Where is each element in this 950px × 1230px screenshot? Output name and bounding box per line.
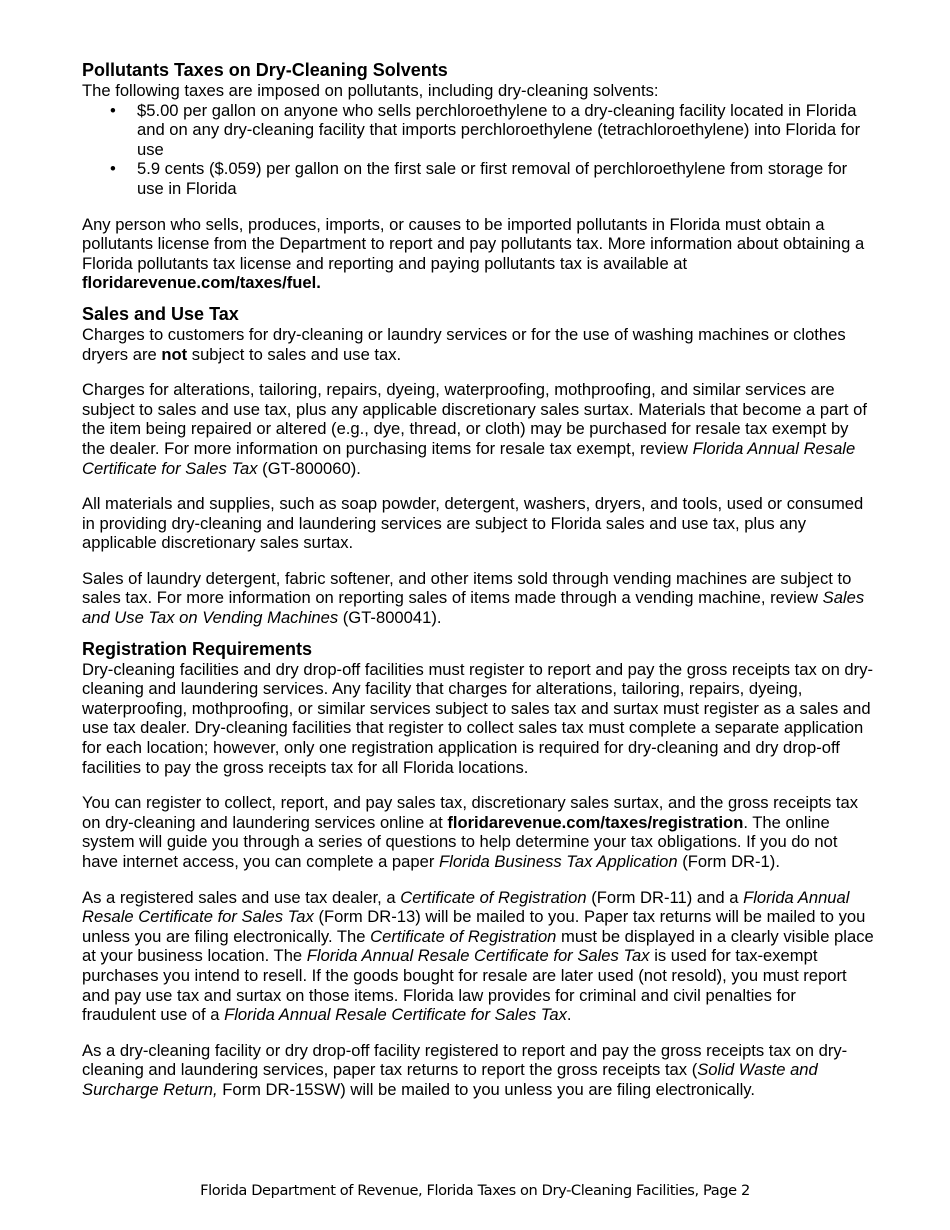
pollutants-bullet-list — [82, 101, 874, 199]
registration-paragraph-1: Dry-cleaning facilities and dry drop-off facilities must register to report and pay the gross receipts tax on dry-cleaning and laundering services. Any facility that charges for alterations, tailoring, repairs, dyeing, waterproofing, mothproofing, or similar services subject to sales tax and surtax must register as a sales and use tax dealer. Dry-cleaning facilities that register to collect sales tax must complete a separate application for each location; however, only one registration application is required for dry-cleaning and dry drop-off facilities to pay the gross receipts tax for all Florida locations. — [82, 659, 874, 777]
pollutants-link[interactable]: floridarevenue.com/taxes/fuel. — [82, 273, 321, 293]
bullet-item: • $5.00 per gallon on anyone who sells perchloroethylene to a dry-cleaning facility located in Florida and on any dry-cleaning facility that imports perchloroethylene (tetrachloroethylene) into Florida for use — [137, 101, 874, 160]
document-body — [82, 59, 874, 1100]
sales-use-paragraph-4: Sales of laundry detergent, fabric softener, and other items sold through vending machines are subject to sales tax. For more information on reporting sales of items made through a vending machine, review Sales and Use Tax on Vending Machines (GT-800041). — [82, 568, 865, 628]
pollutants-heading: Pollutants Taxes on Dry-Cleaning Solvents — [82, 60, 448, 80]
registration-paragraph-4: As a dry-cleaning facility or dry drop-off facility registered to report and pay the gross receipts tax on dry-cleaning and laundering services, paper tax returns to report the gross receipts tax (Solid Waste and Surcharge Return, Form DR-15SW) will be mailed to you unless you are filing electronically. — [82, 1040, 848, 1099]
registration-paragraph-2: You can register to collect, report, and pay sales tax, discretionary sales surtax, and the gross receipts tax on dry-cleaning and laundering services online at floridarevenue.com/taxes/registration. The online system will guide you through a series of questions to help determine your tax obligations. If you do not have internet access, you can complete a paper Florida Business Tax Application (Form DR-1). — [82, 793, 859, 871]
pollutants-intro: The following taxes are imposed on pollutants, including dry-cleaning solvents: — [82, 81, 659, 100]
sales-use-heading: Sales and Use Tax — [82, 303, 239, 324]
bullet-item: • 5.9 cents ($.059) per gallon on the first sale or first removal of perchloroethylene from storage for use in Florida — [137, 159, 874, 198]
pollutants-license-paragraph: Any person who sells, produces, imports, or causes to be imported pollutants in Florida must obtain a pollutants license from the Department to report and pay pollutants tax. More information about obtaining a Florida pollutants tax license and reporting and paying pollutants tax is available at floridarevenue.com/taxes/fuel. — [82, 214, 865, 293]
registration-paragraph-3: As a registered sales and use tax dealer, a Certificate of Registration (Form DR-11) and a Florida Annual Resale Certificate for Sales Tax (Form DR-13) will be mailed to you. Paper tax returns will be mailed to you unless you are filing electronically. The Certificate of Registration must be displayed in a clearly visible place at your business location. The Florida Annual Resale Certificate for Sales Tax is used for tax-exempt purchases you intend to resell. If the goods bought for resale are later used (not resold), you must report and pay use tax and surtax on those items. Florida law provides for criminal and civil penalties for fraudulent use of a Florida Annual Resale Certificate for Sales Tax. — [82, 887, 874, 1025]
sales-use-paragraph-3: All materials and supplies, such as soap powder, detergent, washers, dryers, and tools, used or consumed in providing dry-cleaning and laundering services are subject to Florida sales and use tax, plus any applicable discretionary sales surtax. — [82, 494, 864, 553]
sales-use-paragraph-2: Charges for alterations, tailoring, repairs, dyeing, waterproofing, mothproofing, and similar services are subject to sales and use tax, plus any applicable discretionary sales surtax. Materials that become a part of the item being repaired or altered (e.g., dye, thread, or cloth) may be purchased for resale tax exempt by the dealer. For more information on purchasing items for resale tax exempt, review Florida Annual Resale Certificate for Sales Tax (GT-800060). — [82, 380, 867, 478]
sales-use-paragraph-1: Charges to customers for dry-cleaning or laundry services or for the use of washing machines or clothes dryers are not subject to sales and use tax. — [82, 324, 846, 364]
registration-link[interactable]: floridarevenue.com/taxes/registration — [447, 812, 744, 832]
page-footer: Florida Department of Revenue, Florida Taxes on Dry-Cleaning Facilities, Page 2 — [200, 1182, 750, 1199]
registration-heading: Registration Requirements — [82, 638, 313, 659]
